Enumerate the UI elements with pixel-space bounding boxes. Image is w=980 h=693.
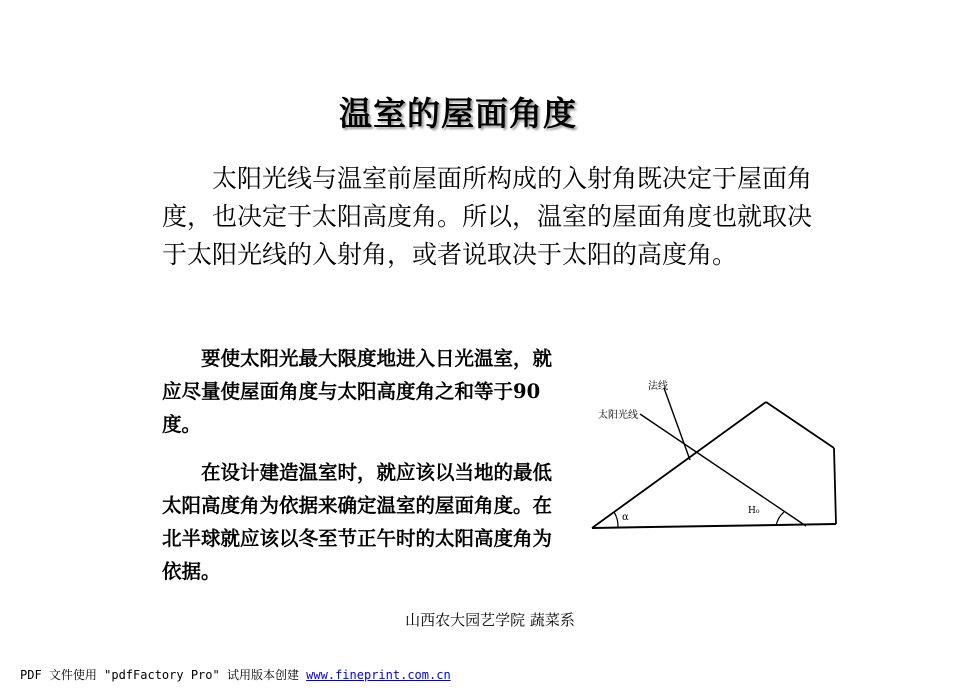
footer-link[interactable]: www.fineprint.com.cn [306,668,451,682]
paragraph-max-sunlight: 要使太阳光最大限度地进入日光温室，就应尽量使屋面角度与太阳高度角之和等于90度。 [162,347,553,436]
footer-prefix: PDF 文件使用 "pdfFactory Pro" 试用版本创建 [20,668,307,682]
back-roof-line [766,402,834,448]
credit-line: 山西农大园艺学院 蔬菜系 [405,611,575,629]
normal-line [664,388,690,460]
ground-line [592,524,836,528]
alpha-label: α [622,512,629,523]
page-title: 温室的屋面角度 [339,94,577,133]
greenhouse-angle-diagram [570,372,840,562]
h-label: H₀ [748,506,760,516]
intro-paragraph: 太阳光线与温室前屋面所构成的入射角既决定于屋面角度，也决定于太阳高度角。所以，温室的屋面角度也就取决于太阳光线的入射角，或者说取决于太阳的高度角。 [162,164,813,269]
back-wall-line [834,448,836,524]
normal-label: 法线 [648,381,668,392]
sunray-label: 太阳光线 [598,410,638,421]
pdf-footer [20,666,451,683]
alpha-arc [614,512,618,527]
sunray-line [640,414,806,526]
paragraph-design-basis: 在设计建造温室时，就应该以当地的最低太阳高度角为依据来确定温室的屋面角度。在北半球就应该以冬至节正午时的太阳高度角为依据。 [162,461,553,583]
